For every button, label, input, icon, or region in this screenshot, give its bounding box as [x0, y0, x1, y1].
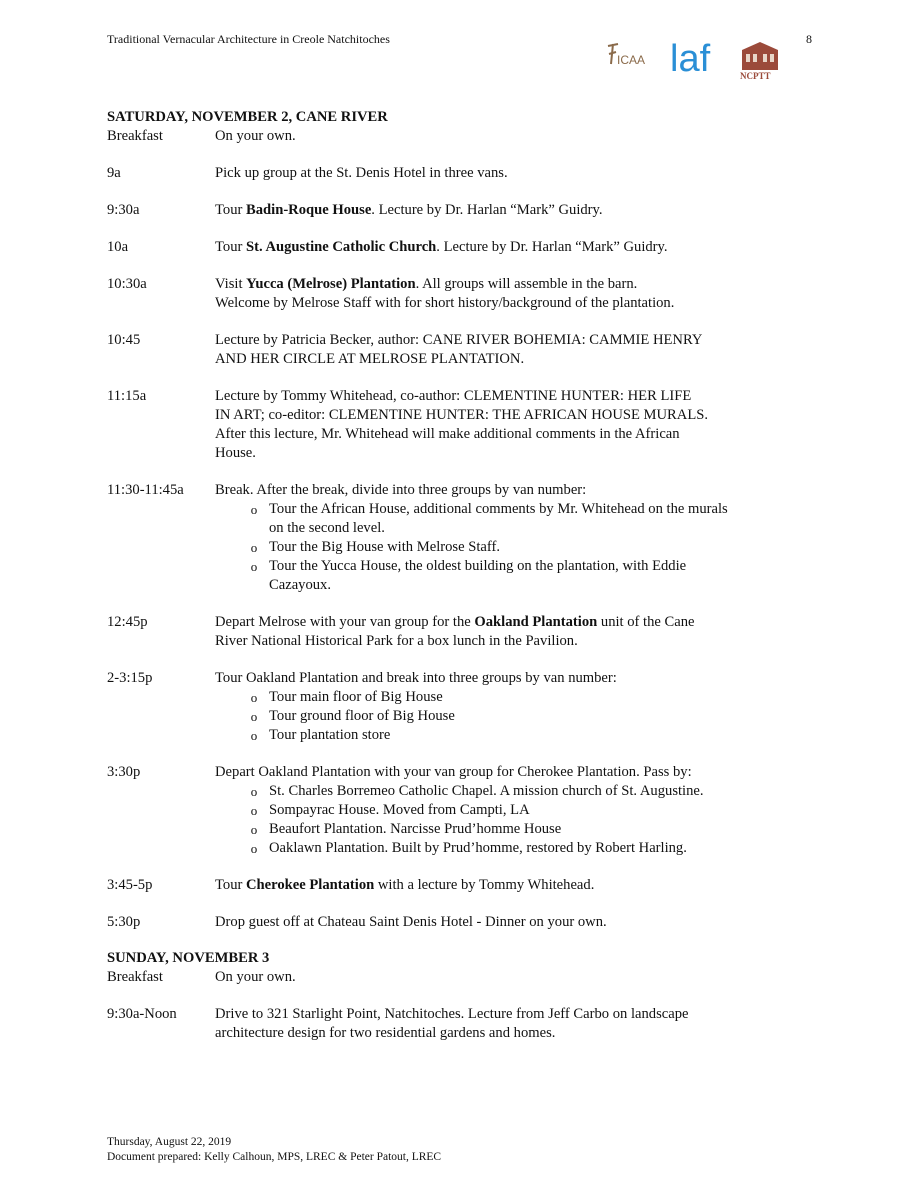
- footer-date: Thursday, August 22, 2019: [107, 1136, 232, 1148]
- description: Break. After the break, divide into three groups by van number: o Tour the African House, additional comments by Mr. Whitehead on the murals on the second level. o Tour the Big House with Melrose Staff. o Tour the Yucca House, the oldest building on the plantation, with Eddie Cazayoux.: [215, 481, 807, 595]
- list-item: o Oaklawn Plantation. Built by Prud’homme, restored by Robert Harling.: [239, 839, 807, 858]
- ncptt-logo: [740, 42, 778, 80]
- description: Depart Melrose with your van group for the Oakland Plantation unit of the Cane River National Historical Park for a box lunch in the Pavilion.: [215, 614, 695, 649]
- venue-name: Cherokee Plantation: [246, 877, 375, 893]
- list-item: o St. Charles Borremeo Catholic Chapel. A mission church of St. Augustine.: [239, 782, 807, 801]
- list-item: o Sompayrac House. Moved from Campti, LA: [239, 801, 807, 820]
- ncptt-logo-text: NCPTT: [740, 71, 771, 80]
- footer-prepared-by: Document prepared: Kelly Calhoun, MPS, LREC & Peter Patout, LREC: [107, 1151, 442, 1163]
- time: 10:30a: [107, 276, 147, 292]
- description: Tour Cherokee Plantation with a lecture by Tommy Whitehead.: [215, 877, 595, 893]
- bullet-icon: o: [250, 690, 258, 705]
- sunday-heading: SUNDAY, NOVEMBER 3: [107, 950, 270, 966]
- schedule-row: [107, 331, 807, 369]
- bullet-icon: o: [250, 803, 258, 818]
- schedule-row: [107, 669, 807, 745]
- time: Breakfast: [107, 969, 163, 985]
- list-item: o Tour the Big House with Melrose Staff.: [239, 538, 807, 557]
- description: Drop guest off at Chateau Saint Denis Hotel - Dinner on your own.: [215, 914, 607, 930]
- saturday-breakfast-row: [107, 127, 807, 146]
- description: Tour Oakland Plantation and break into three groups by van number: o Tour main floor of Big House o Tour ground floor of Big House o Tour plantation store: [215, 669, 807, 745]
- page-footer: [107, 1135, 441, 1165]
- schedule-row: [107, 1005, 807, 1043]
- description: Depart Oakland Plantation with your van group for Cherokee Plantation. Pass by: o St. Charles Borremeo Catholic Chapel. A mission church of St. Augustine. o Sompayrac House. Moved from Campti, LA o Beaufort Plantation. Narcisse Prud’homme House o Oaklawn Plantation. Built by Prud’homme, restored by Robert Harling.: [215, 763, 807, 858]
- venue-name: Oakland Plantation: [474, 614, 598, 630]
- time: 3:30p: [107, 764, 141, 780]
- sponsor-logos: [600, 38, 790, 80]
- venue-name: St. Augustine Catholic Church: [246, 239, 437, 255]
- time: 10a: [107, 239, 129, 255]
- description: Pick up group at the St. Denis Hotel in three vans.: [215, 165, 508, 181]
- bullet-icon: o: [250, 502, 258, 517]
- icaa-logo-text: ICAA: [617, 53, 646, 67]
- description: Tour St. Augustine Catholic Church. Lecture by Dr. Harlan “Mark” Guidry.: [215, 239, 668, 255]
- icaa-logo: [608, 44, 645, 67]
- saturday-heading: SATURDAY, NOVEMBER 2, CANE RIVER: [107, 109, 388, 125]
- bullet-icon: o: [250, 559, 258, 574]
- time: 9:30a-Noon: [107, 1006, 177, 1022]
- schedule-row: [107, 613, 807, 651]
- itinerary: [107, 108, 807, 1043]
- list-item: o Tour the African House, additional comments by Mr. Whitehead on the murals on the second level.: [239, 500, 807, 538]
- venue-name: Badin-Roque House: [246, 202, 372, 218]
- time: 9:30a: [107, 202, 140, 218]
- bullet-icon: o: [250, 728, 258, 743]
- time: 12:45p: [107, 614, 148, 630]
- time: 2-3:15p: [107, 670, 153, 686]
- time: Breakfast: [107, 128, 163, 144]
- schedule-row: [107, 201, 807, 220]
- list-item: o Tour main floor of Big House: [239, 688, 807, 707]
- bullet-icon: o: [250, 709, 258, 724]
- time: 10:45: [107, 332, 141, 348]
- bullet-icon: o: [250, 784, 258, 799]
- schedule-row: [107, 913, 807, 932]
- group-list: [215, 500, 807, 595]
- page-number: 8: [806, 32, 812, 46]
- laf-logo-text: laf: [670, 38, 711, 80]
- header-title: Traditional Vernacular Architecture in Creole Natchitoches: [107, 32, 390, 46]
- description: Lecture by Patricia Becker, author: CANE RIVER BOHEMIA: CAMMIE HENRY AND HER CIRCLE AT MELROSE PLANTATION.: [215, 332, 703, 367]
- schedule-row: [107, 763, 807, 858]
- pass-by-list: [215, 782, 807, 858]
- bullet-icon: o: [250, 540, 258, 555]
- time: 9a: [107, 165, 121, 181]
- schedule-row: [107, 275, 807, 313]
- description: Visit Yucca (Melrose) Plantation. All groups will assemble in the barn. Welcome by Melrose Staff with for short history/background of the plantation.: [215, 276, 675, 311]
- bullet-icon: o: [250, 841, 258, 856]
- time: 11:15a: [107, 388, 147, 404]
- sunday-breakfast-row: [107, 968, 807, 987]
- description: Drive to 321 Starlight Point, Natchitoches. Lecture from Jeff Carbo on landscape architecture design for two residential gardens and homes.: [215, 1006, 689, 1041]
- list-item: o Beaufort Plantation. Narcisse Prud’homme House: [239, 820, 807, 839]
- description: Tour Badin-Roque House. Lecture by Dr. Harlan “Mark” Guidry.: [215, 202, 603, 218]
- time: 11:30-11:45a: [107, 482, 184, 498]
- venue-name: Yucca (Melrose) Plantation: [246, 276, 416, 292]
- description: On your own.: [215, 969, 296, 985]
- laf-logo: [670, 38, 711, 80]
- group-list: [215, 688, 807, 745]
- time: 5:30p: [107, 914, 141, 930]
- schedule-row: [107, 876, 807, 895]
- list-item: o Tour plantation store: [239, 726, 807, 745]
- list-item: o Tour ground floor of Big House: [239, 707, 807, 726]
- schedule-row: [107, 238, 807, 257]
- description: On your own.: [215, 128, 296, 144]
- list-item: o Tour the Yucca House, the oldest building on the plantation, with Eddie Cazayoux.: [239, 557, 807, 595]
- schedule-row: [107, 387, 807, 463]
- schedule-row: [107, 481, 807, 595]
- time: 3:45-5p: [107, 877, 153, 893]
- schedule-row: [107, 164, 807, 183]
- description: Lecture by Tommy Whitehead, co-author: CLEMENTINE HUNTER: HER LIFE IN ART; co-editor: CLEMENTINE HUNTER: THE AFRICAN HOUSE MURALS. After this lecture, Mr. Whitehead will make additional comments in the African House.: [215, 388, 709, 461]
- bullet-icon: o: [250, 822, 258, 837]
